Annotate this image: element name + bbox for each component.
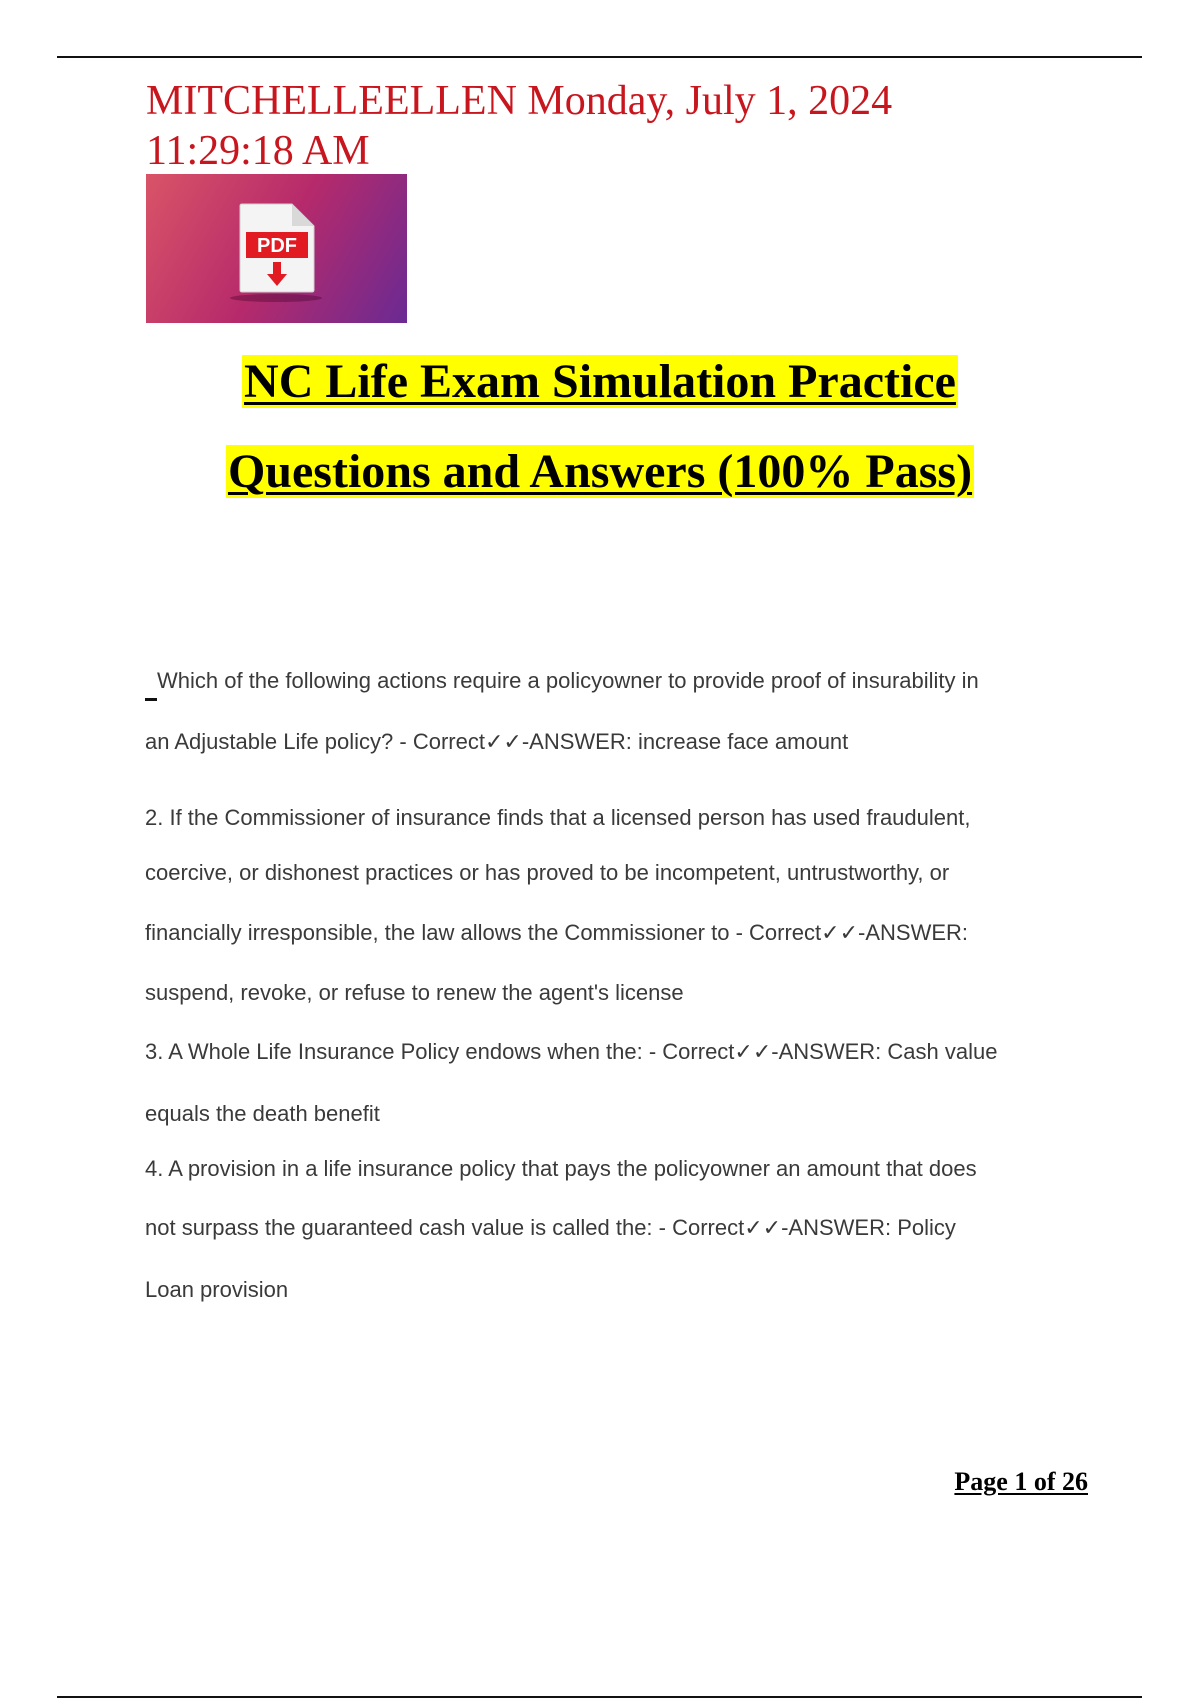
question-3-line-1: 3. A Whole Life Insurance Policy endows when the: - Correct✓✓-ANSWER: Cash value [145, 1039, 998, 1064]
top-rule [57, 56, 1142, 58]
question-2-line-2: coercive, or dishonest practices or has proved to be incompetent, untrustworthy, or [145, 860, 950, 885]
question-4-line-1: 4. A provision in a life insurance policy that pays the policyowner an amount that does [145, 1156, 977, 1181]
pdf-download-icon [238, 202, 316, 294]
question-3-line-2: equals the death benefit [145, 1101, 380, 1126]
pdf-icon-label: PDF [257, 235, 297, 257]
bottom-rule [57, 1696, 1142, 1698]
document-title-line-1: NC Life Exam Simulation Practice [244, 355, 956, 408]
stamp-line-2: 11:29:18 AM [146, 128, 370, 174]
question-4-line-3: Loan provision [145, 1277, 289, 1302]
question-2-line-3: financially irresponsible, the law allows the Commissioner to - Correct✓✓-ANSWER: [145, 920, 969, 945]
question-2-line-4: suspend, revoke, or refuse to renew the agent's license [145, 980, 684, 1005]
pdf-icon-shadow [230, 294, 322, 302]
question-1-line-1: Which of the following actions require a policyowner to provide proof of insurability in [157, 668, 979, 693]
user-timestamp-stamp [146, 76, 1046, 176]
question-2-line-1: 2. If the Commissioner of insurance finds that a licensed person has used fraudulent, [145, 805, 971, 830]
question-4-line-2: not surpass the guaranteed cash value is called the: - Correct✓✓-ANSWER: Policy [145, 1215, 956, 1240]
question-1-line-2: an Adjustable Life policy? - Correct✓✓-ANSWER: increase face amount [145, 729, 849, 754]
page-number: Page 1 of 26 [954, 1467, 1088, 1496]
list-bullet-dash [145, 698, 157, 701]
pdf-download-banner[interactable] [146, 174, 407, 323]
stamp-line-1: MITCHELLEELLEN Monday, July 1, 2024 [146, 78, 893, 124]
document-title-line-2: Questions and Answers (100% Pass) [227, 445, 973, 498]
